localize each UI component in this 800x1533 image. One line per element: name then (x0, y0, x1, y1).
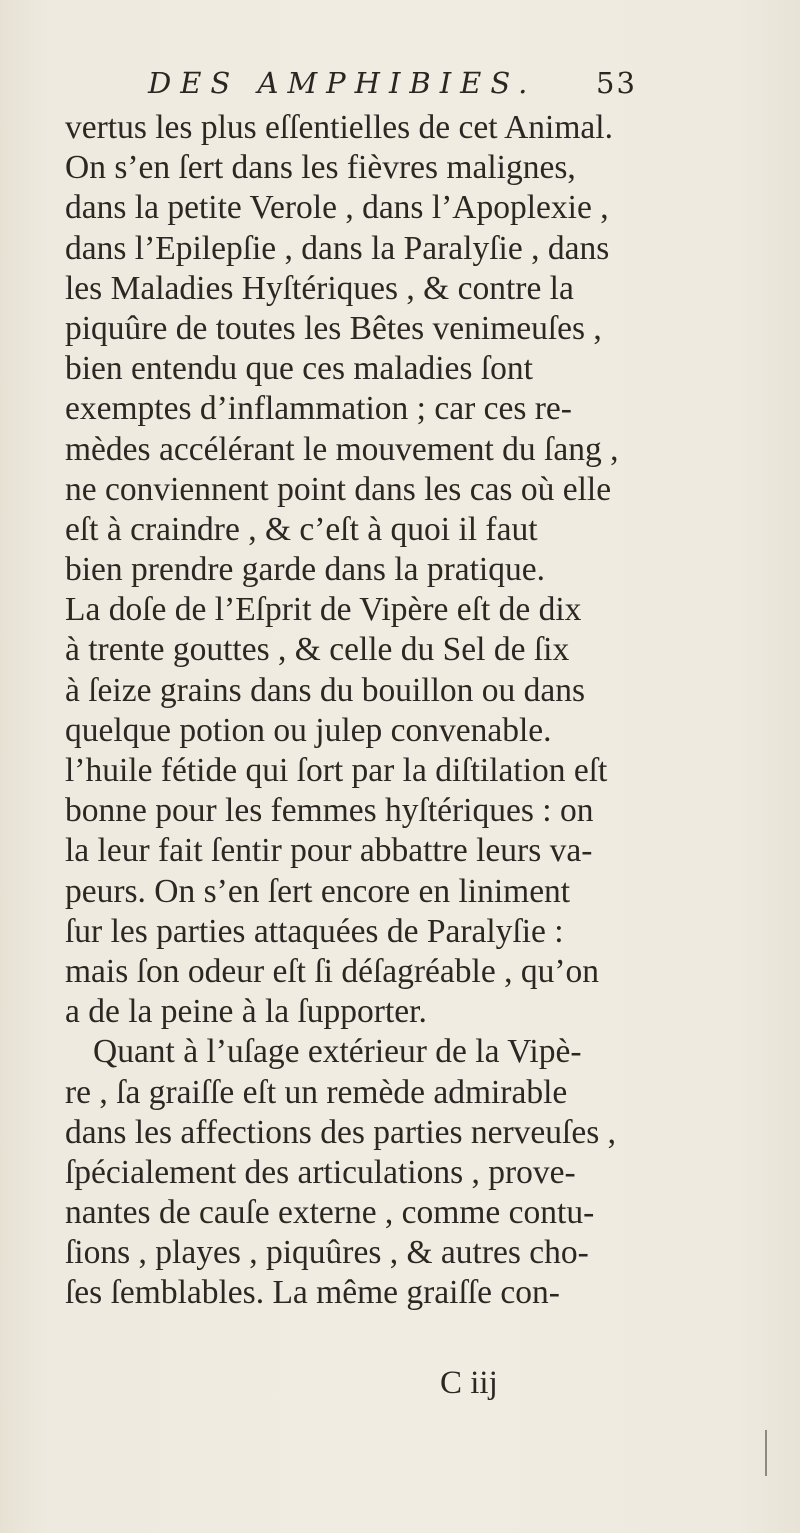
text-line: quelque potion ou julep convenable. (65, 711, 552, 749)
text-line: mais ſon odeur eſt ſi déſagréable , qu’on (65, 952, 599, 990)
text-line: re , ſa graiſſe eſt un remède admirable (65, 1073, 568, 1111)
margin-mark (765, 1430, 767, 1476)
text-line: mèdes accélérant le mouvement du ſang , (65, 430, 619, 468)
text-line: Quant à l’uſage extérieur de la Vipè- (93, 1033, 582, 1071)
text-line: On s’en ſert dans les fièvres malignes, (65, 149, 576, 187)
text-line: ſpécialement des articulations , prove- (65, 1153, 576, 1191)
text-line: ſions , playes , piquûres , & autres cho- (65, 1234, 589, 1272)
text-line: a de la peine à la ſupporter. (65, 993, 427, 1031)
running-title: DES AMPHIBIES. (148, 66, 537, 100)
text-line: exemptes d’inflammation ; car ces re- (65, 390, 572, 428)
page-header (148, 66, 648, 106)
text-line: La doſe de l’Eſprit de Vipère eſt de dix (65, 591, 582, 629)
text-line: à trente gouttes , & celle du Sel de ſix (65, 631, 570, 669)
text-line: bien entendu que ces maladies ſont (65, 350, 533, 388)
text-line: peurs. On s’en ſert encore en liniment (65, 872, 571, 910)
text-line: dans l’Epilepſie , dans la Paralyſie , dans (65, 229, 610, 267)
text-line: les Maladies Hyſtériques , & contre la (65, 269, 574, 307)
text-line: dans les affections des parties nerveuſes , (65, 1113, 617, 1151)
text-line: ſur les parties attaquées de Paralyſie : (65, 912, 564, 950)
text-line: à ſeize grains dans du bouillon ou dans (65, 671, 586, 709)
signature-mark: C iij (440, 1365, 498, 1401)
text-line: l’huile fétide qui ſort par la diſtilation eſt (65, 752, 608, 789)
text-line: bien prendre garde dans la pratique. (65, 551, 545, 589)
body-text (65, 108, 765, 1314)
page-number: 53 (596, 66, 637, 100)
text-line: vertus les plus eſſentielles de cet Animal. (65, 109, 613, 146)
text-line: ſes ſemblables. La même graiſſe con- (65, 1274, 560, 1312)
text-line: nantes de cauſe externe , comme contu- (65, 1194, 595, 1232)
text-line: la leur fait ſentir pour abbattre leurs va- (65, 832, 593, 870)
text-line: piquûre de toutes les Bêtes venimeuſes , (65, 309, 602, 347)
text-line: ne conviennent point dans les cas où elle (65, 470, 612, 508)
text-line: bonne pour les femmes hyſtériques : on (65, 792, 594, 830)
text-line: dans la petite Verole , dans l’Apoplexie , (65, 189, 609, 227)
text-line: eſt à craindre , & c’eſt à quoi il faut (65, 510, 538, 548)
